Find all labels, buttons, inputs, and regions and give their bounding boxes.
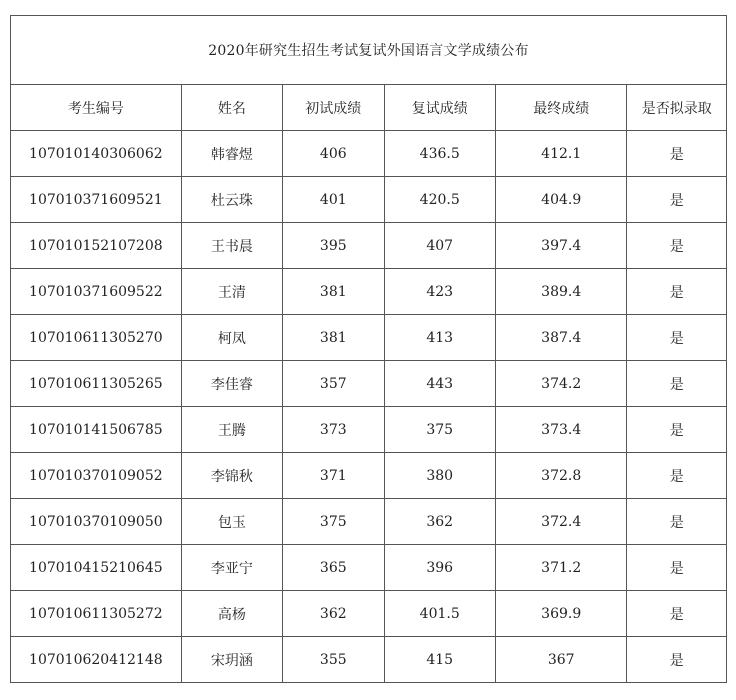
final-score-cell: 404.9 — [495, 177, 627, 223]
header-initial-score: 初试成绩 — [283, 85, 384, 131]
final-score-cell: 389.4 — [495, 269, 627, 315]
candidate-id-cell: 107010611305270 — [11, 315, 182, 361]
final-score-cell: 367 — [495, 637, 627, 683]
admission-status-cell: 是 — [627, 177, 727, 223]
score-sheet — [10, 15, 727, 683]
initial-score-cell: 371 — [283, 453, 384, 499]
candidate-id-cell: 107010152107208 — [11, 223, 182, 269]
candidate-id-cell: 107010141506785 — [11, 407, 182, 453]
final-score-cell: 374.2 — [495, 361, 627, 407]
final-score-cell: 372.8 — [495, 453, 627, 499]
header-final-score: 最终成绩 — [495, 85, 627, 131]
header-row — [11, 85, 727, 131]
header-name: 姓名 — [181, 85, 282, 131]
admission-status-cell: 是 — [627, 499, 727, 545]
retest-score-cell: 401.5 — [384, 591, 495, 637]
table-row — [11, 315, 727, 361]
table-row — [11, 637, 727, 683]
table-row — [11, 177, 727, 223]
candidate-name-cell: 李佳睿 — [181, 361, 282, 407]
initial-score-cell: 381 — [283, 269, 384, 315]
initial-score-cell: 365 — [283, 545, 384, 591]
retest-score-cell: 396 — [384, 545, 495, 591]
admission-status-cell: 是 — [627, 131, 727, 177]
initial-score-cell: 406 — [283, 131, 384, 177]
title-row — [11, 16, 727, 85]
retest-score-cell: 436.5 — [384, 131, 495, 177]
retest-score-cell: 407 — [384, 223, 495, 269]
candidate-name-cell: 宋玥涵 — [181, 637, 282, 683]
candidate-name-cell: 李锦秋 — [181, 453, 282, 499]
table-row — [11, 131, 727, 177]
admission-status-cell: 是 — [627, 223, 727, 269]
candidate-name-cell: 柯凤 — [181, 315, 282, 361]
table-row — [11, 269, 727, 315]
admission-status-cell: 是 — [627, 269, 727, 315]
initial-score-cell: 395 — [283, 223, 384, 269]
admission-status-cell: 是 — [627, 361, 727, 407]
final-score-cell: 373.4 — [495, 407, 627, 453]
retest-score-cell: 375 — [384, 407, 495, 453]
table-row — [11, 499, 727, 545]
score-table — [10, 15, 727, 683]
initial-score-cell: 357 — [283, 361, 384, 407]
admission-status-cell: 是 — [627, 545, 727, 591]
final-score-cell: 371.2 — [495, 545, 627, 591]
candidate-name-cell: 王书晨 — [181, 223, 282, 269]
candidate-id-cell: 107010620412148 — [11, 637, 182, 683]
admission-status-cell: 是 — [627, 637, 727, 683]
header-admission: 是否拟录取 — [627, 85, 727, 131]
initial-score-cell: 373 — [283, 407, 384, 453]
initial-score-cell: 401 — [283, 177, 384, 223]
table-row — [11, 361, 727, 407]
final-score-cell: 369.9 — [495, 591, 627, 637]
retest-score-cell: 423 — [384, 269, 495, 315]
candidate-id-cell: 107010611305265 — [11, 361, 182, 407]
table-row — [11, 407, 727, 453]
retest-score-cell: 415 — [384, 637, 495, 683]
table-title: 2020年研究生招生考试复试外国语言文学成绩公布 — [11, 16, 727, 85]
initial-score-cell: 362 — [283, 591, 384, 637]
candidate-id-cell: 107010371609522 — [11, 269, 182, 315]
initial-score-cell: 381 — [283, 315, 384, 361]
candidate-id-cell: 107010370109052 — [11, 453, 182, 499]
admission-status-cell: 是 — [627, 453, 727, 499]
table-row — [11, 591, 727, 637]
retest-score-cell: 420.5 — [384, 177, 495, 223]
initial-score-cell: 375 — [283, 499, 384, 545]
retest-score-cell: 362 — [384, 499, 495, 545]
candidate-name-cell: 包玉 — [181, 499, 282, 545]
initial-score-cell: 355 — [283, 637, 384, 683]
candidate-name-cell: 杜云珠 — [181, 177, 282, 223]
candidate-id-cell: 107010611305272 — [11, 591, 182, 637]
candidate-id-cell: 107010415210645 — [11, 545, 182, 591]
candidate-name-cell: 高杨 — [181, 591, 282, 637]
admission-status-cell: 是 — [627, 591, 727, 637]
admission-status-cell: 是 — [627, 315, 727, 361]
retest-score-cell: 380 — [384, 453, 495, 499]
retest-score-cell: 443 — [384, 361, 495, 407]
candidate-id-cell: 107010371609521 — [11, 177, 182, 223]
table-row — [11, 453, 727, 499]
candidate-name-cell: 李亚宁 — [181, 545, 282, 591]
candidate-name-cell: 王腾 — [181, 407, 282, 453]
final-score-cell: 397.4 — [495, 223, 627, 269]
final-score-cell: 372.4 — [495, 499, 627, 545]
header-candidate-id: 考生编号 — [11, 85, 182, 131]
table-row — [11, 545, 727, 591]
candidate-name-cell: 韩睿煜 — [181, 131, 282, 177]
candidate-name-cell: 王清 — [181, 269, 282, 315]
header-retest-score: 复试成绩 — [384, 85, 495, 131]
candidate-id-cell: 107010370109050 — [11, 499, 182, 545]
admission-status-cell: 是 — [627, 407, 727, 453]
retest-score-cell: 413 — [384, 315, 495, 361]
final-score-cell: 387.4 — [495, 315, 627, 361]
table-row — [11, 223, 727, 269]
candidate-id-cell: 107010140306062 — [11, 131, 182, 177]
final-score-cell: 412.1 — [495, 131, 627, 177]
